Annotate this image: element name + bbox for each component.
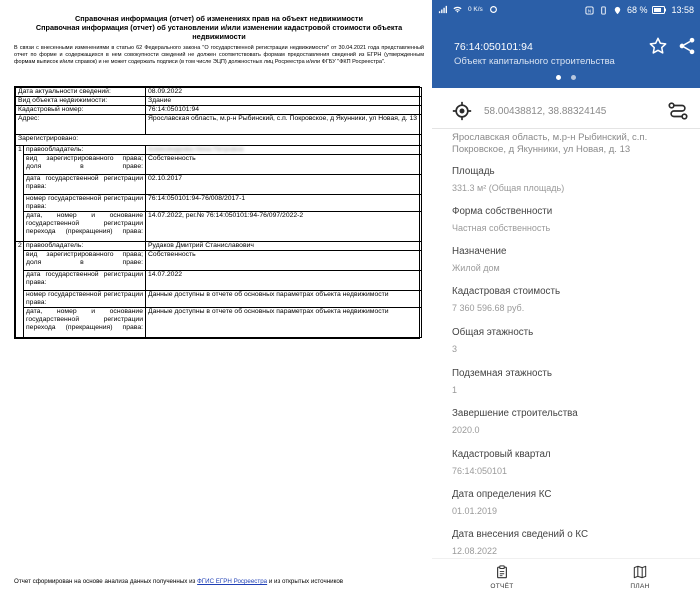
- object-details: [432, 88, 700, 558]
- clock: 13:58: [671, 5, 694, 15]
- field-value: 1: [452, 385, 458, 395]
- location-icon: [613, 6, 622, 15]
- cell-label: Зарегистрировано:: [16, 135, 422, 146]
- mobile-app-screen: [432, 0, 700, 600]
- object-header: [432, 22, 700, 88]
- divider: [432, 128, 700, 129]
- redacted-owner-name: Александрова Нина Петровна: [146, 146, 422, 155]
- field-value: 7 360 596.68 руб.: [452, 303, 525, 313]
- cell-value: Рудаков Дмитрий Станиславович: [146, 242, 422, 251]
- field-label: Площадь: [452, 166, 495, 177]
- signal-icon: [438, 5, 447, 14]
- field-underground-floors: [452, 368, 692, 396]
- document-footer: [14, 578, 424, 586]
- settings-notification-icon: [489, 5, 498, 14]
- wifi-icon: [453, 5, 462, 14]
- field-value: 331.3 м² (Общая площадь): [452, 183, 565, 193]
- field-label: Назначение: [452, 246, 507, 257]
- route-icon[interactable]: [667, 100, 689, 122]
- field-value: 76:14:050101: [452, 466, 508, 476]
- cell-label: дата, номер и основание государственной регистрации перехода (прекращения) права:: [24, 308, 146, 338]
- cell-label: номер государственной регистрации права:: [24, 195, 146, 212]
- table-row: [16, 271, 422, 291]
- cell-label: дата, номер и основание государственной регистрации перехода (прекращения) права:: [24, 212, 146, 242]
- field-value: 12.08.2022: [452, 546, 498, 556]
- share-icon[interactable]: [677, 36, 697, 56]
- footer-text-end: и из открытых источников: [267, 578, 344, 585]
- vibrate-icon: [599, 6, 608, 15]
- table-row: [16, 242, 422, 251]
- table-row: [16, 97, 422, 106]
- field-label: Дата определения КС: [452, 489, 552, 500]
- object-address: Ярославская область, м.р-н Рыбинский, с.п. Покровское, д Якунники, ул Новая, д. 13: [452, 132, 648, 155]
- cell-label: правообладатель:: [24, 242, 146, 251]
- document-intro: В связи с внесенными изменениями в статью 62 Федерального закона "О государственной регистрации недвижимости" от 30.04.2021 года представленный отчет по форме и содержащихся в нем совокупности сведений не должен соответствовать формам предоставления сведений из ЕГРН (утвержденным формам выписок и/или справок) и не может содержать подписи (в том числе ЭЦП) должностных лиц Росреестра и/или ФГБУ "ФКП Росреестра".: [14, 45, 424, 65]
- field-label: Подземная этажность: [452, 368, 552, 379]
- cell-value: Здание: [146, 97, 422, 106]
- field-ownership: [452, 206, 692, 234]
- owner-number: 1: [16, 146, 24, 242]
- svg-text:N: N: [587, 7, 592, 13]
- table-row: [16, 308, 422, 338]
- cell-label: номер государственной регистрации права:: [24, 291, 146, 308]
- cell-value: Собственность: [146, 155, 422, 175]
- network-speed: 0 K/s: [468, 6, 483, 13]
- nfc-icon: [585, 6, 594, 15]
- field-construction-year: [452, 408, 692, 436]
- cell-value: 76:14:050101:94-76/008/2017-1: [146, 195, 422, 212]
- table-row: [16, 106, 422, 115]
- table-row: [16, 251, 422, 271]
- field-entry-date: [452, 529, 692, 557]
- table-row: [16, 195, 422, 212]
- object-type-subtitle: Объект капитального строительства: [454, 56, 615, 67]
- field-value: Частная собственность: [452, 223, 551, 233]
- table-row: [16, 146, 422, 155]
- field-cadastral-quarter: [452, 449, 692, 477]
- cadastral-number-title: 76:14:050101:94: [454, 41, 533, 53]
- document-title-1: Справочная информация (отчет) об изменениях прав на объект недвижимости: [75, 14, 363, 23]
- cell-value: 14.07.2022, рег.№ 76:14:050101:94-76/097/2022-2: [146, 212, 422, 242]
- field-value: 2020.0: [452, 425, 480, 435]
- nav-plan-button[interactable]: [610, 565, 670, 590]
- nav-report-button[interactable]: [472, 565, 532, 590]
- cell-label: дата государственной регистрации права:: [24, 175, 146, 195]
- cell-value: Ярославская область, м.р-н Рыбинский, с.п. Покровское, д Якунники, ул Новая, д. 13: [146, 115, 422, 135]
- cell-label: дата государственной регистрации права:: [24, 271, 146, 291]
- cell-label: Дата актуальности сведений:: [16, 88, 146, 97]
- field-purpose: [452, 246, 692, 274]
- cell-value: 76:14:050101:94: [146, 106, 422, 115]
- footer-text: Отчет сформирован на основе анализа данных полученных из: [14, 578, 198, 585]
- table-row: [16, 212, 422, 242]
- field-label: Кадастровый квартал: [452, 449, 551, 460]
- field-label: Форма собственности: [452, 206, 553, 217]
- field-value: 3: [452, 344, 458, 354]
- field-cadastral-value: [452, 286, 692, 314]
- owner-number: 2: [16, 242, 24, 338]
- table-row: [16, 155, 422, 175]
- cell-label: вид зарегистрированного права; доля в праве:: [24, 155, 146, 175]
- map-icon: [633, 565, 647, 579]
- egrn-link[interactable]: ФГИС ЕГРН Росреестра: [197, 578, 268, 585]
- report-icon: [495, 565, 509, 579]
- gps-target-icon: [452, 101, 472, 121]
- cell-value: 14.07.2022: [146, 271, 422, 291]
- cell-label: Вид объекта недвижимости:: [16, 97, 146, 106]
- bottom-navigation: [432, 558, 700, 600]
- field-area: [452, 166, 692, 194]
- cell-label: Адрес:: [16, 115, 146, 135]
- field-valuation-date: [452, 489, 692, 517]
- battery-level: 68 %: [626, 5, 648, 15]
- field-value: 01.01.2019: [452, 506, 498, 516]
- cell-value: Данные доступны в отчете об основных параметрах объекта недвижимости: [146, 308, 422, 338]
- coordinates-row[interactable]: [432, 94, 700, 128]
- carousel-dot[interactable]: [571, 75, 576, 80]
- status-bar: [432, 0, 700, 22]
- cell-value: 02.10.2017: [146, 175, 422, 195]
- carousel-dot-active[interactable]: [556, 75, 561, 80]
- carousel-indicator[interactable]: [556, 75, 576, 80]
- cell-label: вид зарегистрированного права; доля в праве:: [24, 251, 146, 271]
- field-label: Завершение строительства: [452, 408, 578, 419]
- table-row: [16, 88, 422, 97]
- battery-icon: [652, 6, 666, 14]
- nav-report-label: ОТЧЁТ: [490, 583, 514, 590]
- field-label: Дата внесения сведений о КС: [452, 529, 589, 540]
- favorite-star-icon[interactable]: [648, 36, 668, 56]
- table-row: [16, 115, 422, 135]
- field-label: Кадастровая стоимость: [452, 286, 561, 297]
- table-row: [16, 175, 422, 195]
- field-floors: [452, 327, 692, 355]
- cell-label: Кадастровый номер:: [16, 106, 146, 115]
- cell-value: 08.09.2022: [146, 88, 422, 97]
- document-title-2: Справочная информация (отчет) об установлении и/или изменении кадастровой стоимости объекта недвижимости: [35, 23, 403, 41]
- field-label: Общая этажность: [452, 327, 534, 338]
- coordinates: 58.00438812, 38.88324145: [484, 106, 607, 117]
- cell-value: Данные доступны в отчете об основных параметрах объекта недвижимости: [146, 291, 422, 308]
- table-row: [16, 135, 422, 146]
- table-row: [16, 291, 422, 308]
- cell-value: Собственность: [146, 251, 422, 271]
- rights-table: [14, 86, 420, 339]
- nav-plan-label: ПЛАН: [630, 583, 650, 590]
- field-value: Жилой дом: [452, 263, 500, 273]
- cell-label: правообладатель:: [24, 146, 146, 155]
